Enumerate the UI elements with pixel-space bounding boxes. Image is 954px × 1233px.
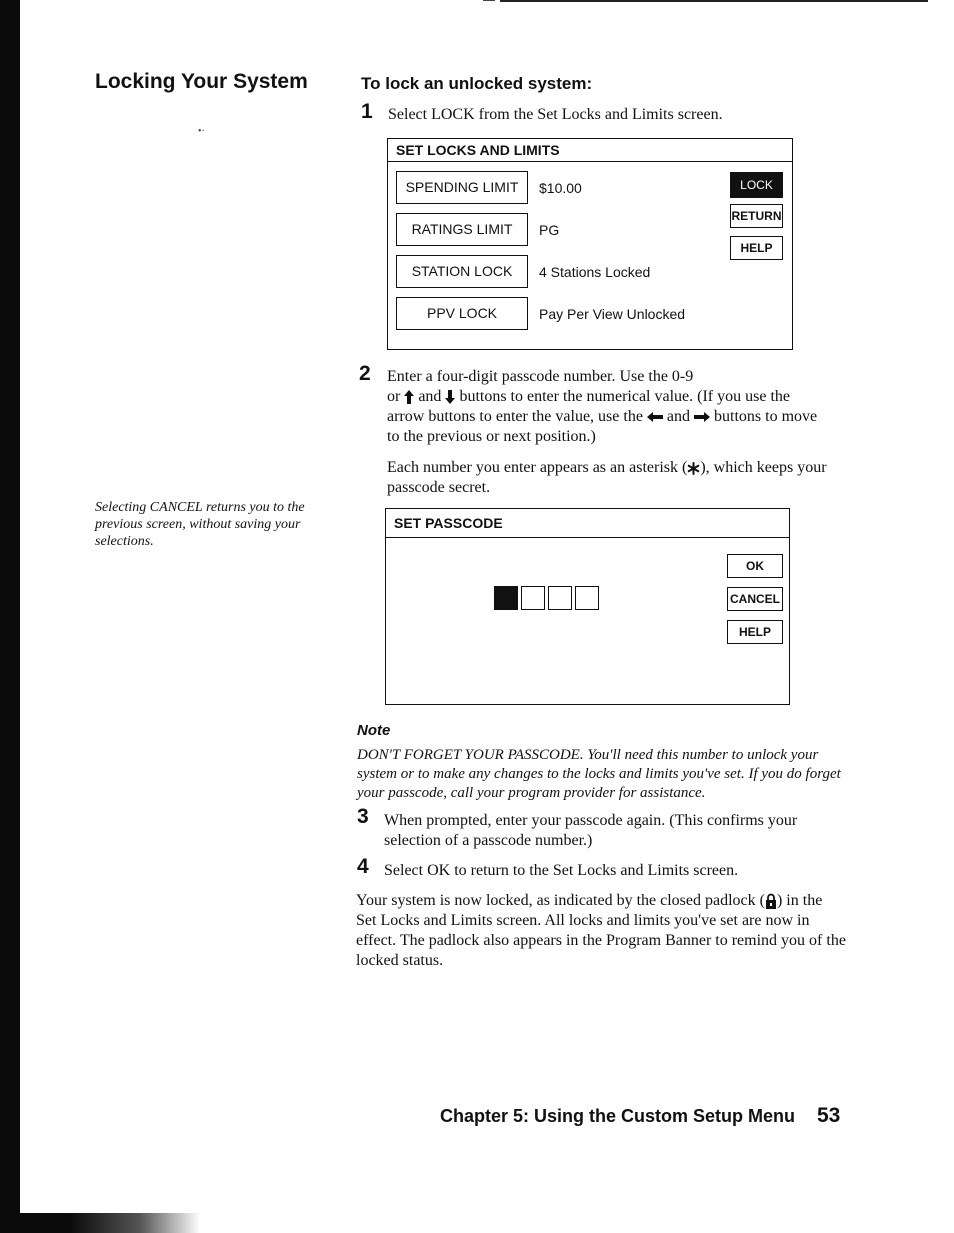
cancel-button[interactable]: CANCEL	[727, 587, 783, 611]
text-fragment: Your system is now locked, as indicated by the closed padlock (	[356, 892, 765, 909]
padlock-icon	[765, 893, 777, 909]
text-fragment: and	[666, 408, 691, 425]
scan-speck: •·	[198, 126, 205, 137]
step2-line2	[387, 387, 857, 407]
step-number: 1	[361, 100, 373, 123]
text-fragment: ), which keeps your passcode secret.	[387, 459, 827, 496]
step2-line3	[387, 407, 857, 427]
closing-paragraph	[356, 891, 846, 971]
footer-chapter: Chapter 5: Using the Custom Setup Menu	[440, 1106, 796, 1126]
step-text: When prompted, enter your passcode again. (This confirms your selection of a passcode number.)	[384, 812, 798, 849]
page-number: 53	[817, 1104, 841, 1127]
top-rule	[500, 0, 928, 2]
set-passcode-screen	[385, 508, 790, 705]
help-button[interactable]: HELP	[730, 236, 783, 260]
passcode-digit-entered	[494, 586, 518, 610]
ratings-limit-button[interactable]: RATINGS LIMIT	[396, 213, 528, 246]
note-text	[357, 746, 847, 803]
top-rule-fragment	[483, 0, 495, 1]
down-arrow-icon	[445, 390, 455, 404]
sidebar-note: Selecting CANCEL returns you to the previous screen, without saving your selections.	[95, 500, 305, 549]
text-fragment: buttons to move	[714, 408, 818, 425]
step-number: 4	[357, 855, 369, 878]
text-fragment: or	[387, 388, 401, 405]
asterisk-icon	[687, 462, 700, 475]
page-binding-shadow	[0, 1213, 200, 1233]
spending-limit-button[interactable]: SPENDING LIMIT	[396, 171, 528, 204]
note-body: You'll need this number to unlock your system or to make any changes to the locks and limits you've set. If you do forget your passcode, call your program provider for assistance.	[357, 747, 841, 801]
note-emphasis: DON'T FORGET YOUR PASSCODE.	[357, 747, 584, 763]
station-lock-value: 4 Stations Locked	[539, 264, 651, 280]
section-title: Locking Your System	[95, 70, 308, 93]
text-fragment: and	[418, 388, 442, 405]
step-number: 2	[359, 362, 371, 385]
help-button[interactable]: HELP	[727, 620, 783, 644]
step-text: Select OK to return to the Set Locks and Limits screen.	[384, 862, 739, 879]
ppv-lock-value: Pay Per View Unlocked	[539, 306, 686, 322]
up-arrow-icon	[404, 390, 414, 404]
left-arrow-icon	[647, 412, 663, 422]
step-text	[387, 367, 857, 447]
spending-limit-value: $10.00	[539, 180, 582, 196]
text-fragment: arrow buttons to enter the value, use the	[387, 408, 643, 425]
text-fragment: ) in the Set Locks and Limits screen. All locks and limits you've set are now in effect. The padlock also appears in the Program Banner to remind you of the locked status.	[356, 892, 846, 969]
asterisk-paragraph	[387, 458, 847, 498]
passcode-digit-empty	[575, 586, 599, 610]
page-binding-edge	[0, 0, 20, 1233]
step2-line4: to the previous or next position.)	[387, 428, 596, 445]
lock-button[interactable]: LOCK	[730, 172, 783, 198]
step-text: Select LOCK from the Set Locks and Limits screen.	[388, 106, 723, 123]
text-fragment: buttons to enter the numerical value. (If you use the	[459, 388, 790, 405]
return-button[interactable]: RETURN	[730, 204, 783, 228]
passcode-digit-empty	[548, 586, 572, 610]
passcode-digits[interactable]	[494, 586, 604, 610]
ratings-limit-value: PG	[539, 222, 560, 238]
note-heading: Note	[357, 722, 391, 739]
step2-line1: Enter a four-digit passcode number. Use the 0-9	[387, 368, 694, 385]
right-arrow-icon	[694, 412, 710, 422]
set-locks-screen	[387, 138, 793, 350]
screen-title: SET LOCKS AND LIMITS	[388, 139, 792, 162]
station-lock-button[interactable]: STATION LOCK	[396, 255, 528, 288]
text-fragment: Each number you enter appears as an asterisk (	[387, 459, 688, 476]
ok-button[interactable]: OK	[727, 554, 783, 578]
step-number: 3	[357, 805, 369, 828]
ppv-lock-button[interactable]: PPV LOCK	[396, 297, 528, 330]
passcode-digit-empty	[521, 586, 545, 610]
screen-title: SET PASSCODE	[386, 509, 789, 538]
procedure-heading: To lock an unlocked system:	[361, 74, 593, 93]
